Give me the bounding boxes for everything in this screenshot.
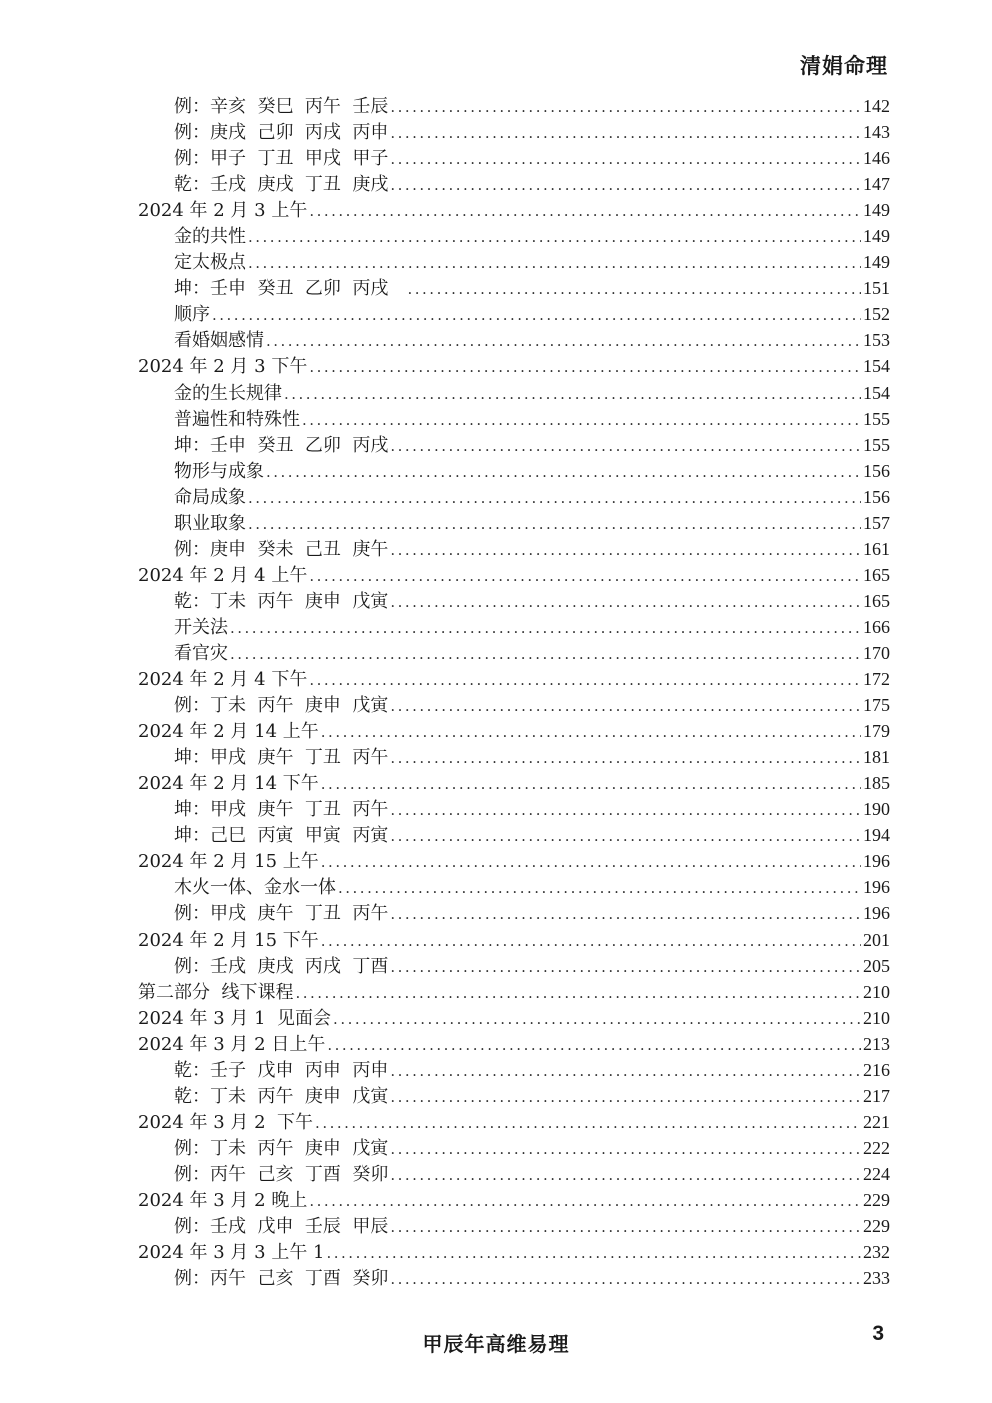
toc-entry-page: 149 <box>863 200 890 221</box>
toc-entry-page: 224 <box>863 1163 890 1184</box>
toc-dot-leader <box>390 693 861 719</box>
footer-title: 甲辰年高维易理 <box>422 1332 570 1356</box>
toc-entry-page: 172 <box>863 669 890 690</box>
toc-entry[interactable] <box>138 380 890 406</box>
toc-dot-leader <box>390 1266 861 1292</box>
toc-entry[interactable] <box>138 275 890 301</box>
toc-entry-title: 命局成象 <box>174 486 246 508</box>
toc-entry-page: 154 <box>863 356 890 377</box>
toc-entry[interactable] <box>138 1239 890 1265</box>
toc-entry-page: 165 <box>863 564 890 585</box>
toc-entry-page: 196 <box>863 877 890 898</box>
toc-entry-title: 例：壬戌 庚戌 丙戌 丁酉 <box>174 955 389 977</box>
toc-dot-leader <box>390 1214 861 1240</box>
toc-entry-page: 170 <box>863 642 890 663</box>
toc-dot-leader <box>248 224 861 250</box>
toc-entry-page: 216 <box>863 1059 890 1080</box>
toc-entry-title: 金的生长规律 <box>174 382 282 404</box>
toc-entry[interactable] <box>138 692 890 718</box>
toc-entry-title: 2024 年 2 月 15 下午 <box>138 929 319 951</box>
toc-dot-leader <box>390 954 861 980</box>
toc-entry[interactable] <box>138 1161 890 1187</box>
toc-dot-leader <box>338 875 861 901</box>
toc-entry[interactable] <box>138 1135 890 1161</box>
toc-entry-page: 146 <box>863 148 890 169</box>
toc-dot-leader <box>390 172 861 198</box>
toc-dot-leader <box>390 901 861 927</box>
toc-entry[interactable] <box>138 171 890 197</box>
toc-dot-leader <box>212 302 861 328</box>
toc-entry[interactable] <box>138 770 890 796</box>
toc-entry[interactable] <box>138 406 890 432</box>
toc-entry-title: 例：庚申 癸未 己丑 庚午 <box>174 538 389 560</box>
toc-entry-page: 155 <box>863 408 890 429</box>
toc-entry-title: 开关法 <box>174 616 228 638</box>
toc-entry-title: 乾：壬子 戊申 丙申 丙申 <box>174 1059 389 1081</box>
toc-entry-title: 2024 年 2 月 3 上午 <box>138 200 308 222</box>
toc-entry-page: 222 <box>863 1137 890 1158</box>
toc-dot-leader <box>248 511 861 537</box>
toc-entry-page: 149 <box>863 252 890 273</box>
toc-entry[interactable] <box>138 119 890 145</box>
toc-entry[interactable] <box>138 1213 890 1239</box>
toc-entry[interactable] <box>138 979 890 1005</box>
toc-entry-page: 221 <box>863 1111 890 1132</box>
toc-dot-leader <box>390 797 861 823</box>
toc-entry[interactable] <box>138 432 890 458</box>
toc-entry[interactable] <box>138 458 890 484</box>
toc-entry[interactable] <box>138 874 890 900</box>
toc-entry-title: 例：甲子 丁丑 甲戌 甲子 <box>174 148 389 170</box>
toc-dot-leader <box>295 980 861 1006</box>
toc-dot-leader <box>390 1058 861 1084</box>
toc-entry-title: 金的共性 <box>174 226 246 248</box>
toc-entry-title: 2024 年 2 月 4 下午 <box>138 669 308 691</box>
toc-entry-title: 2024 年 3 月 2 下午 <box>138 1111 314 1133</box>
toc-entry[interactable] <box>138 614 890 640</box>
toc-entry[interactable] <box>138 1083 890 1109</box>
toc-entry[interactable] <box>138 588 890 614</box>
toc-entry-page: 194 <box>863 825 890 846</box>
toc-entry[interactable] <box>138 93 890 119</box>
toc-entry-page: 217 <box>863 1085 890 1106</box>
toc-entry-title: 例：丙午 己亥 丁酉 癸卯 <box>174 1163 389 1185</box>
toc-dot-leader <box>321 719 861 745</box>
toc-entry[interactable] <box>138 484 890 510</box>
toc-entry-title: 物形与成象 <box>174 460 264 482</box>
toc-entry[interactable] <box>138 953 890 979</box>
toc-entry[interactable] <box>138 900 890 926</box>
toc-dot-leader <box>390 1162 861 1188</box>
toc-entry-page: 147 <box>863 174 890 195</box>
toc-dot-leader <box>309 198 861 224</box>
toc-dot-leader <box>321 928 861 954</box>
toc-entry[interactable] <box>138 718 890 744</box>
toc-dot-leader <box>327 1032 861 1058</box>
toc-entry[interactable] <box>138 562 890 588</box>
toc-entry[interactable] <box>138 927 890 953</box>
toc-dot-leader <box>230 615 861 641</box>
toc-entry[interactable] <box>138 848 890 874</box>
toc-entry-page: 154 <box>863 382 890 403</box>
header-title: 清娟命理 <box>800 53 888 78</box>
toc-entry-page: 210 <box>863 981 890 1002</box>
toc-entry-title: 2024 年 2 月 15 上午 <box>138 851 319 873</box>
toc-entry-page: 156 <box>863 460 890 481</box>
toc-entry-title: 2024 年 2 月 14 上午 <box>138 721 319 743</box>
toc-entry-page: 196 <box>863 903 890 924</box>
toc-entry-page: 210 <box>863 1007 890 1028</box>
toc-entry-page: 155 <box>863 434 890 455</box>
toc-entry[interactable] <box>138 197 890 223</box>
toc-dot-leader <box>302 407 861 433</box>
toc-entry-title: 2024 年 3 月 2 晚上 <box>138 1189 308 1211</box>
toc-dot-leader <box>309 563 861 589</box>
toc-entry[interactable] <box>138 223 890 249</box>
toc-entry-page: 156 <box>863 486 890 507</box>
toc-entry-page: 213 <box>863 1033 890 1054</box>
toc-dot-leader <box>284 381 861 407</box>
toc-entry-title: 坤：壬申 癸丑 乙卯 丙戌 <box>174 278 406 300</box>
toc-entry-title: 乾：丁未 丙午 庚申 戊寅 <box>174 590 389 612</box>
toc-dot-leader <box>315 1110 861 1136</box>
toc-entry[interactable] <box>138 1057 890 1083</box>
toc-entry-title: 2024 年 3 月 2 日上午 <box>138 1033 326 1055</box>
toc-entry-title: 2024 年 2 月 4 上午 <box>138 564 308 586</box>
toc-entry[interactable] <box>138 1031 890 1057</box>
toc-dot-leader <box>390 823 861 849</box>
toc-dot-leader <box>309 667 861 693</box>
toc-entry-title: 坤：壬申 癸丑 乙卯 丙戌 <box>174 434 389 456</box>
toc-dot-leader <box>390 433 861 459</box>
toc-entry[interactable] <box>138 145 890 171</box>
toc-entry-title: 乾：壬戌 庚戌 丁丑 庚戌 <box>174 174 389 196</box>
toc-dot-leader <box>248 485 861 511</box>
table-of-contents <box>138 93 890 1291</box>
toc-dot-leader <box>390 589 861 615</box>
toc-entry[interactable] <box>138 1005 890 1031</box>
toc-dot-leader <box>248 250 861 276</box>
page-number: 3 <box>872 1322 884 1345</box>
toc-entry-title: 坤：己巳 丙寅 甲寅 丙寅 <box>174 825 389 847</box>
toc-entry[interactable] <box>138 1265 890 1291</box>
toc-entry[interactable] <box>138 822 890 848</box>
toc-entry[interactable] <box>138 327 890 353</box>
toc-entry-page: 175 <box>863 695 890 716</box>
toc-dot-leader <box>390 1084 861 1110</box>
toc-entry-page: 161 <box>863 538 890 559</box>
toc-dot-leader <box>333 1006 861 1032</box>
toc-entry-page: 201 <box>863 929 890 950</box>
toc-dot-leader <box>321 771 861 797</box>
toc-entry-title: 2024 年 3 月 1 见面会 <box>138 1007 332 1029</box>
toc-entry[interactable] <box>138 1187 890 1213</box>
toc-entry-page: 196 <box>863 851 890 872</box>
toc-entry-page: 151 <box>863 278 890 299</box>
toc-entry-title: 2024 年 3 月 3 上午 1 <box>138 1242 325 1264</box>
toc-entry-page: 157 <box>863 512 890 533</box>
toc-entry-title: 乾：丁未 丙午 庚申 戊寅 <box>174 1085 389 1107</box>
toc-entry-page: 185 <box>863 773 890 794</box>
toc-entry-title: 例：庚戌 己卯 丙戌 丙申 <box>174 122 389 144</box>
toc-entry[interactable] <box>138 744 890 770</box>
toc-entry[interactable] <box>138 301 890 327</box>
toc-entry-page: 152 <box>863 304 890 325</box>
toc-entry-title: 2024 年 2 月 14 下午 <box>138 773 319 795</box>
toc-entry-page: 149 <box>863 226 890 247</box>
toc-dot-leader <box>390 1136 861 1162</box>
toc-entry[interactable] <box>138 353 890 379</box>
toc-dot-leader <box>390 94 861 120</box>
toc-entry-page: 179 <box>863 721 890 742</box>
toc-entry-page: 165 <box>863 590 890 611</box>
toc-dot-leader <box>266 328 861 354</box>
toc-dot-leader <box>408 276 862 302</box>
toc-entry-page: 233 <box>863 1268 890 1289</box>
toc-entry-title: 例：甲戌 庚午 丁丑 丙午 <box>174 903 389 925</box>
toc-entry-title: 例：丁未 丙午 庚申 戊寅 <box>174 1137 389 1159</box>
toc-entry-page: 205 <box>863 955 890 976</box>
toc-dot-leader <box>266 459 861 485</box>
toc-entry-title: 职业取象 <box>174 512 246 534</box>
toc-entry[interactable] <box>138 666 890 692</box>
toc-dot-leader <box>327 1240 862 1266</box>
toc-entry-title: 例：丁未 丙午 庚申 戊寅 <box>174 695 389 717</box>
toc-entry-title: 例：丙午 己亥 丁酉 癸卯 <box>174 1268 389 1290</box>
toc-entry-page: 181 <box>863 747 890 768</box>
toc-entry-title: 例：辛亥 癸巳 丙午 壬辰 <box>174 96 389 117</box>
toc-entry-title: 坤：甲戌 庚午 丁丑 丙午 <box>174 747 389 769</box>
toc-entry-title: 木火一体、金水一体 <box>174 877 336 899</box>
toc-dot-leader <box>390 537 861 563</box>
toc-entry[interactable] <box>138 536 890 562</box>
toc-entry-page: 229 <box>863 1216 890 1237</box>
toc-dot-leader <box>390 120 861 146</box>
toc-dot-leader <box>309 354 861 380</box>
toc-entry-page: 229 <box>863 1189 890 1210</box>
toc-entry-title: 第二部分 线下课程 <box>138 981 294 1003</box>
toc-entry[interactable] <box>138 640 890 666</box>
toc-entry[interactable] <box>138 1109 890 1135</box>
toc-entry-title: 看官灾 <box>174 642 228 664</box>
toc-entry-page: 153 <box>863 330 890 351</box>
toc-dot-leader <box>321 849 861 875</box>
toc-entry-title: 顺序 <box>174 304 210 326</box>
toc-entry-title: 定太极点 <box>174 252 246 274</box>
toc-entry-title: 例：壬戌 戊申 壬辰 甲辰 <box>174 1216 389 1238</box>
toc-dot-leader <box>390 146 861 172</box>
toc-entry-title: 坤：甲戌 庚午 丁丑 丙午 <box>174 799 389 821</box>
toc-entry-title: 2024 年 2 月 3 下午 <box>138 356 308 378</box>
toc-entry[interactable] <box>138 249 890 275</box>
toc-dot-leader <box>390 745 861 771</box>
toc-entry-page: 142 <box>863 96 890 116</box>
toc-dot-leader <box>230 641 861 667</box>
toc-entry-title: 看婚姻感情 <box>174 330 264 352</box>
toc-entry-title: 普遍性和特殊性 <box>174 408 300 430</box>
toc-entry-page: 166 <box>863 616 890 637</box>
toc-dot-leader <box>309 1188 861 1214</box>
toc-entry[interactable] <box>138 510 890 536</box>
toc-entry[interactable] <box>138 796 890 822</box>
toc-entry-page: 190 <box>863 799 890 820</box>
toc-entry-page: 143 <box>863 122 890 143</box>
toc-entry-page: 232 <box>863 1242 890 1263</box>
